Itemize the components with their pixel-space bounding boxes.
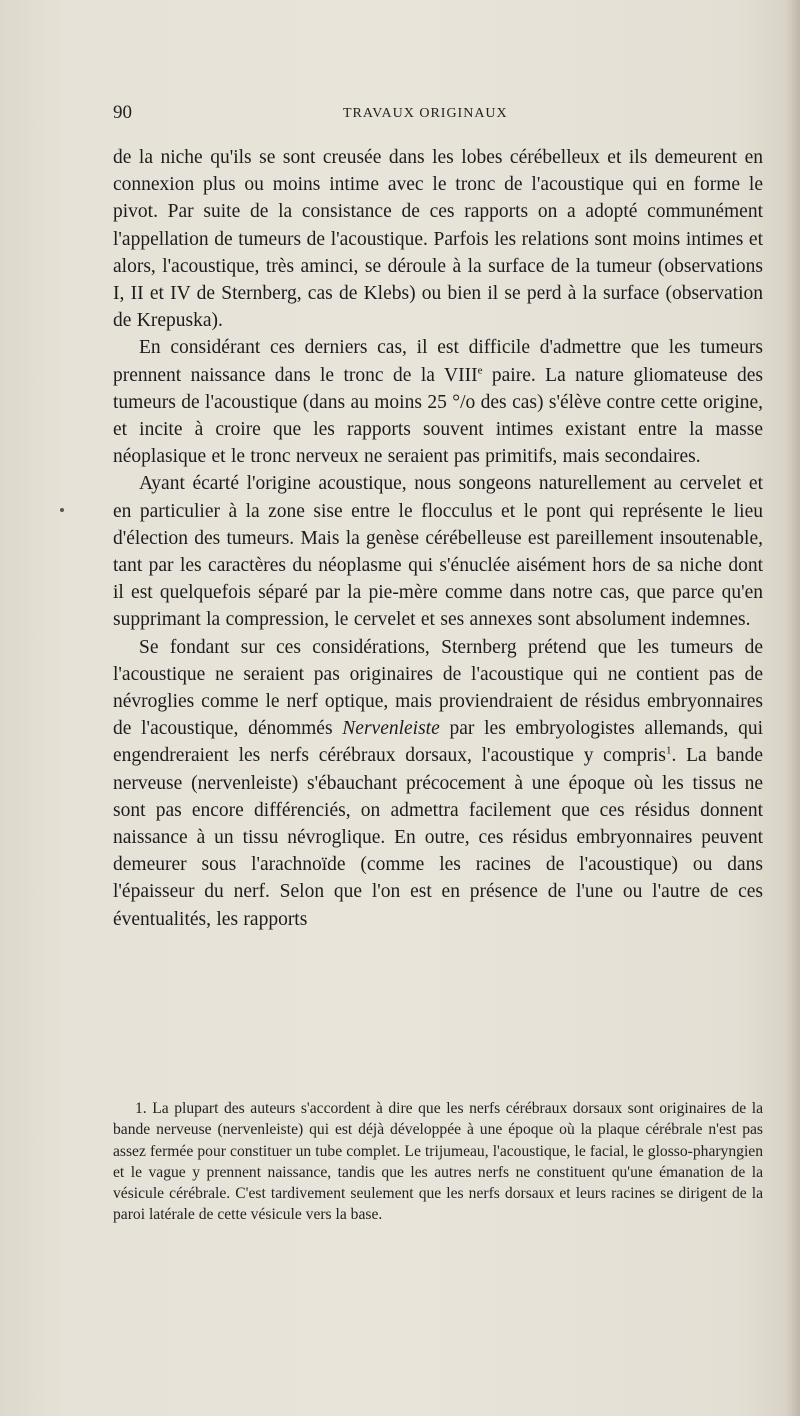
main-text <box>113 144 763 933</box>
footnote-block <box>113 1098 763 1226</box>
paragraph-4 <box>113 634 763 933</box>
footnote-text: 1. La plupart des auteurs s'accordent à dire que les nerfs cérébraux dorsaux sont originaires de la bande nerveuse (nervenleiste) qui est déjà développée à une époque où la plaque cérébrale n'est pas assez fermée pour constituer un tube complet. Le trijumeau, l'acoustique, le facial, le glosso-pharyngien et le vague y prennent naissance, tandis que les autres nerfs ne constituent qu'une émanation de la vésicule cérébrale. C'est tardivement seulement que les nerfs dorsaux et leurs racines se dirigent de la paroi latérale de cette vésicule vers la base. <box>113 1100 763 1224</box>
paragraph-2-text-a: En considérant ces derniers cas, il est difficile d'admettre que les tumeurs prennent naissance dans le tronc de la VIII <box>113 337 763 386</box>
paragraph-3: Ayant écarté l'origine acoustique, nous songeons naturellement au cervelet et en particulier à la zone sise entre le flocculus et le pont qui représente le lieu d'élection des tumeurs. Mais la genèse cérébelleuse est pareillement insoutenable, tant par les caractères du néoplasme qui s'énuclée aisément hors de sa niche dont il est quelquefois séparé par la pie-mère comme dans notre cas, que parce qu'en supprimant la compression, le cervelet et ses annexes sont absolument indemnes. <box>113 473 763 631</box>
ink-speck <box>60 508 64 512</box>
running-header <box>113 102 763 128</box>
paragraph-2-text-b: paire. La nature gliomateuse des tumeurs de l'acoustique (dans au moins 25 °/o des cas) s'élève contre cette origine, et incite à croire que les rapports souvent intimes existant entre la masse néoplasique et le tronc nerveux ne seraient pas primitifs, mais secondaires. <box>113 364 763 468</box>
paragraph-1: de la niche qu'ils se sont creusée dans les lobes cérébelleux et ils demeurent en connexion plus ou moins intime avec le tronc de l'acoustique qui en forme le pivot. Par suite de la consistance de ces rapports on a adopté communément l'appellation de tumeurs de l'acoustique. Parfois les relations sont moins intimes et alors, l'acoustique, très aminci, se déroule à la surface de la tumeur (observations I, II et IV de Sternberg, cas de Klebs) ou bien il se perd à la surface (observation de Krepuska). <box>113 147 763 332</box>
paragraph-4-text-b: par les embryologistes allemands, qui engendreraient les nerfs cérébraux dorsaux, l'acoustique y compris <box>113 718 763 767</box>
footnote-reference: 1 <box>666 744 672 757</box>
running-title: TRAVAUX ORIGINAUX <box>343 106 508 121</box>
page-number: 90 <box>113 102 132 123</box>
paragraph-4-text-a: Se fondant sur ces considérations, Sternberg prétend que les tumeurs de l'acoustique ne seraient pas originaires de l'acoustique qui ne contient pas de névroglies comme le nerf optique, mais proviendraient de résidus embryonnaires de l'acoustique, dénommés <box>113 636 763 740</box>
italic-term: Nervenleiste <box>342 718 440 740</box>
paragraph-2 <box>113 334 763 470</box>
page-edge-shadow <box>786 0 800 1416</box>
ordinal-superscript: e <box>477 364 483 377</box>
paragraph-4-text-c: . La bande nerveuse (nervenleiste) s'ébauchant précocement à une époque où les tissus ne sont pas encore différenciés, on admettra facilement que ces résidus donnent naissance à un tissu névroglique. En outre, ces résidus embryonnaires peuvent demeurer sous l'arachnoïde (comme les racines de l'acoustique) ou dans l'épaisseur du nerf. Selon que l'on est en présence de l'une ou l'autre de ces éventualités, les rapports <box>113 745 763 930</box>
